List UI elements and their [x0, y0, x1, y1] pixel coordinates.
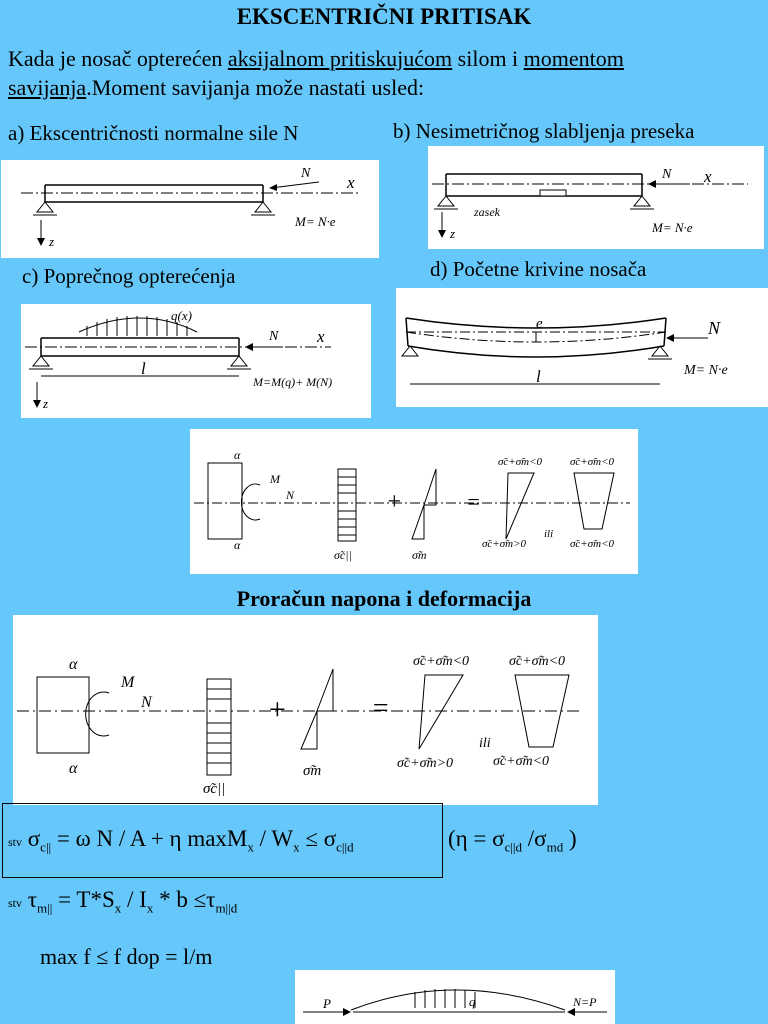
beam-column-svg — [295, 970, 615, 1024]
alpha-label-bottom: α — [234, 538, 241, 552]
sigma-m-label: σ̃m — [303, 763, 322, 779]
section-title: Proračun napona i deformacija — [236, 586, 532, 611]
p-label: P — [323, 996, 331, 1011]
n-label: N — [662, 167, 672, 182]
stress-diagram-small — [190, 429, 638, 574]
figure-c — [21, 304, 371, 418]
neg-label-1: σ̃c+σ̃m<0 — [413, 654, 470, 669]
neg-label-1: σ̃c+σ̃m<0 — [498, 456, 543, 468]
eta-slash: /σ — [522, 826, 547, 851]
case-a-label: a) Ekscentričnosti normalne sile N — [8, 121, 299, 145]
tau-symbol: τ — [27, 887, 38, 912]
n-label: N — [141, 694, 152, 711]
zasek-label: zasek — [474, 205, 500, 219]
beam-eccentric-svg — [1, 160, 379, 258]
alpha-label-top: α — [234, 448, 241, 462]
stress-diagram-large — [13, 615, 598, 805]
z-label: z — [450, 226, 456, 241]
sub-c: c|| — [40, 839, 52, 855]
stv-label: stv — [8, 896, 23, 910]
pos-label: σ̃c+σ̃m>0 — [397, 756, 454, 771]
intro-part3: .Moment savijanja može nastati usled: — [86, 75, 425, 100]
eta-sub1: c||d — [504, 839, 523, 855]
np-label: N=P — [573, 995, 597, 1009]
intro-part2: silom i — [452, 46, 524, 71]
x-label: x — [347, 173, 355, 192]
n-label: N — [301, 166, 311, 181]
alpha-label-bottom: α — [69, 760, 78, 777]
sub-x1: x — [247, 839, 254, 855]
beam-notched-svg — [428, 146, 764, 249]
formula-deflection: max f ≤ f dop = l/m — [40, 944, 213, 969]
sub-x2: x — [146, 900, 154, 916]
equals-sign: = — [371, 693, 390, 724]
m-label: M — [270, 472, 280, 486]
formula-le: ≤ σ — [299, 826, 337, 851]
beam-transverse-load-svg — [21, 304, 371, 418]
moment-sum-label: M=M(q)+ M(N) — [253, 375, 333, 389]
moment-label: M= N·e — [295, 214, 336, 229]
sub-x2: x — [293, 839, 300, 855]
moment-label: M= N·e — [652, 220, 693, 235]
figure-d — [396, 288, 768, 407]
formula-div: / W — [253, 826, 294, 851]
sub-md: m||d — [215, 900, 238, 916]
z-label: z — [49, 234, 55, 249]
formula-tau — [8, 887, 237, 917]
intro-text — [8, 44, 760, 102]
neg-label-2: σ̃c+σ̃m<0 — [509, 654, 566, 669]
plus-sign: + — [386, 489, 403, 515]
stv-label: stv — [8, 835, 23, 849]
plus-sign: + — [267, 693, 288, 726]
figure-b — [428, 146, 764, 249]
neg-label-3: σ̃c+σ̃m<0 — [493, 754, 550, 769]
ili-label: ili — [479, 736, 491, 751]
eta-sub2: md — [546, 839, 564, 855]
sigma-symbol: σ — [27, 826, 41, 851]
sigma-c-label: σ̃c|| — [203, 781, 226, 797]
l-label: l — [141, 359, 146, 378]
tau-tail: * b ≤τ — [153, 887, 216, 912]
equals-sign: = — [466, 489, 481, 514]
stress-superposition-svg — [190, 429, 638, 574]
case-b-label: b) Nesimetričnog slabljenja preseka — [393, 119, 695, 143]
formula-mid: = ω N / A + η maxM — [51, 826, 248, 851]
n-label: N — [269, 329, 279, 344]
sub-x: x — [114, 900, 122, 916]
intro-part1: Kada je nosač opterećen — [8, 46, 228, 71]
intro-underline-1: aksijalnom pritiskujućom — [227, 46, 453, 71]
ili-label: ili — [544, 528, 554, 540]
sub-cd: c||d — [336, 839, 354, 855]
tau-div: / I — [121, 887, 147, 912]
eta-close: ) — [563, 826, 577, 851]
n-label: N — [286, 488, 295, 502]
neg-label-2: σ̃c+σ̃m<0 — [570, 456, 615, 468]
q-label: q(x) — [171, 308, 192, 323]
intro-underline-2: momentom savijanja — [8, 46, 624, 100]
q-label: q — [469, 994, 476, 1009]
moment-label: M= N·e — [684, 363, 728, 378]
case-d-label: d) Početne krivine nosača — [430, 257, 647, 281]
n-label: N — [708, 318, 721, 338]
neg-label-3: σ̃c+σ̃m<0 — [570, 538, 615, 550]
e-label: e — [536, 316, 543, 332]
tau-body: = T*S — [52, 887, 115, 912]
z-label: z — [43, 396, 49, 411]
alpha-label-top: α — [69, 656, 78, 673]
x-label: x — [704, 167, 712, 186]
page-title: EKSCENTRIČNI PRITISAK — [236, 4, 532, 29]
stress-superposition-large-svg — [13, 615, 598, 805]
x-label: x — [317, 327, 325, 346]
case-c-label: c) Poprečnog opterećenja — [22, 264, 236, 288]
sigma-m-label: σ̃m — [412, 548, 427, 562]
pos-label: σ̃c+σ̃m>0 — [482, 538, 527, 550]
m-label: M — [121, 674, 135, 691]
eta-open: (η = σ — [448, 826, 505, 851]
beam-curved-svg — [396, 288, 768, 407]
sigma-c-label: σ̃c|| — [334, 548, 352, 562]
formula-eta — [448, 826, 577, 856]
figure-bottom — [295, 970, 615, 1024]
formula-sigma — [8, 826, 354, 856]
figure-a — [1, 160, 379, 258]
l-label: l — [536, 367, 541, 386]
sub-m: m|| — [37, 900, 53, 916]
